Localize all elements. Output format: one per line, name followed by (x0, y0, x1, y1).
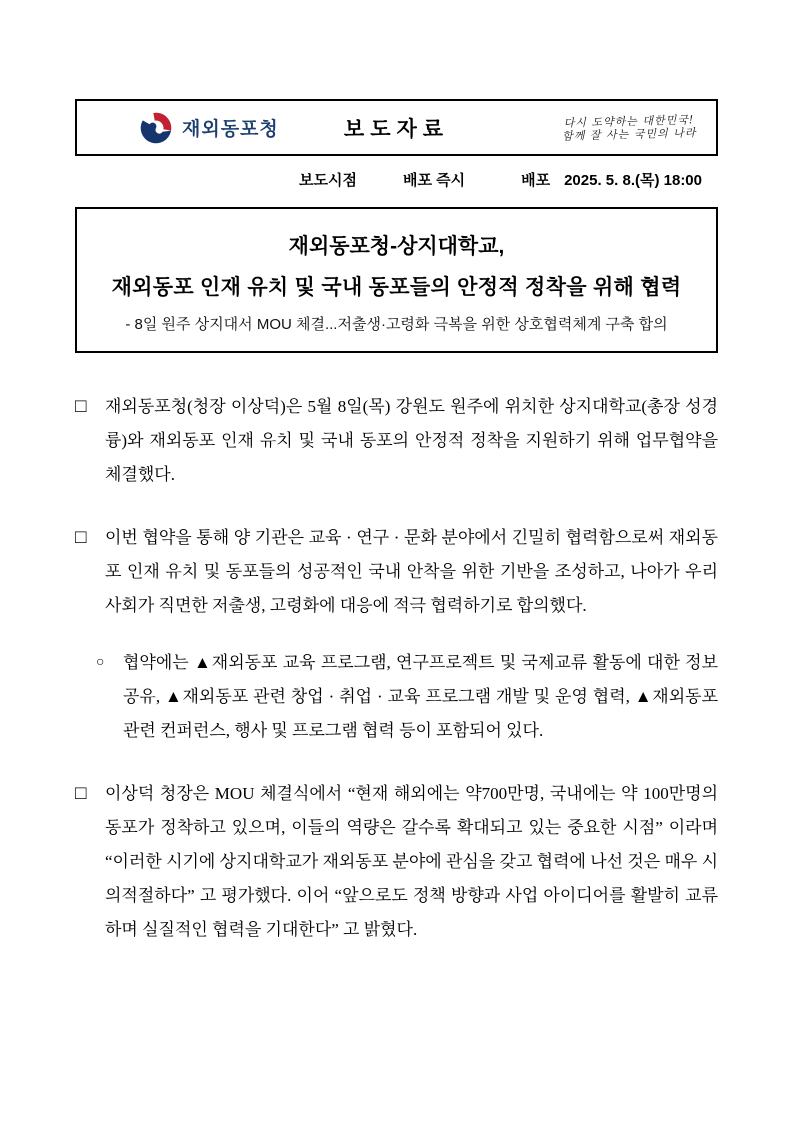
distribution-label: 배포 (521, 172, 551, 189)
distribution-datetime: 2025. 5. 8.(목) 18:00 (564, 172, 702, 189)
paragraph-4-text: 이상덕 청장은 MOU 체결식에서 “현재 해외에는 약700만명, 국내에는 약 100만명의 동포가 정착하고 있으며, 이들의 역량은 갈수록 확대되고 있는 중요한 시점” 이라며 “이러한 시기에 상지대학교가 재외동포 분야에 관심을 갖고 협력에 나선 것은 매우 시의적절하다” 고 평가했다. 이어 “앞으로도 정책 방향과 사업 아이디어를 활발히 교류하며 실질적인 협력을 기대한다” 고 밝혔다. (105, 784, 718, 939)
title-line-2: 재외동포 인재 유치 및 국내 동포들의 안정적 정착을 위해 협력 (111, 276, 682, 299)
document-header (75, 99, 718, 156)
release-timing-value: 배포 즉시 (402, 172, 466, 189)
paragraph-2 (75, 521, 718, 623)
agency-logo (139, 111, 279, 145)
release-info-row (75, 169, 718, 190)
slogan-line-1: 다시 도약하는 대한민국! (563, 112, 695, 130)
paragraph-1-text: 재외동포청(청장 이상덕)은 5월 8일(목) 강원도 원주에 위치한 상지대학교(총장 성경륭)와 재외동포 인재 유치 및 국내 동포의 안정적 정착을 지원하기 위해 업무협약을 체결했다. (105, 397, 718, 484)
square-bullet: □ (75, 527, 87, 548)
slogan-calligraphy (561, 113, 696, 143)
emblem-red-arc (153, 112, 171, 130)
korea-government-emblem-icon (139, 111, 173, 145)
paragraph-3-subitem (75, 646, 718, 748)
document-body (75, 390, 718, 947)
title-box (75, 207, 718, 353)
square-bullet: □ (75, 396, 87, 417)
paragraph-2-text: 이번 협약을 통해 양 기관은 교육 · 연구 · 문화 분야에서 긴밀히 협력함으로써 재외동포 인재 유치 및 동포들의 성공적인 국내 안착을 위한 기반을 조성하고, 나아가 우리사회가 직면한 저출생, 고령화에 대응에 적극 협력하기로 합의했다. (105, 528, 718, 615)
square-bullet: □ (75, 783, 87, 804)
paragraph-3-text: 협약에는 ▲재외동포 교육 프로그램, 연구프로젝트 및 국제교류 활동에 대한 정보 공유, ▲재외동포 관련 창업 · 취업 · 교육 프로그램 개발 및 운영 협력, ▲재외동포 관련 컨퍼런스, 행사 및 프로그램 협력 등이 포함되어 있다. (123, 653, 718, 740)
agency-name: 재외동포청 (182, 119, 279, 140)
title-line-1: 재외동포청-상지대학교, (288, 235, 505, 258)
title-subtitle: - 8일 원주 상지대서 MOU 체결...저출생·고령화 극복을 위한 상호협력체계 구축 합의 (125, 316, 668, 333)
paragraph-4 (75, 777, 718, 947)
document-type-label: 보도자료 (343, 116, 450, 141)
release-timing-label: 보도시점 (299, 172, 357, 189)
slogan-line-2: 함께 잘 사는 국민의 나라 (561, 125, 697, 143)
circle-bullet: ○ (96, 655, 105, 670)
paragraph-1 (75, 390, 718, 492)
